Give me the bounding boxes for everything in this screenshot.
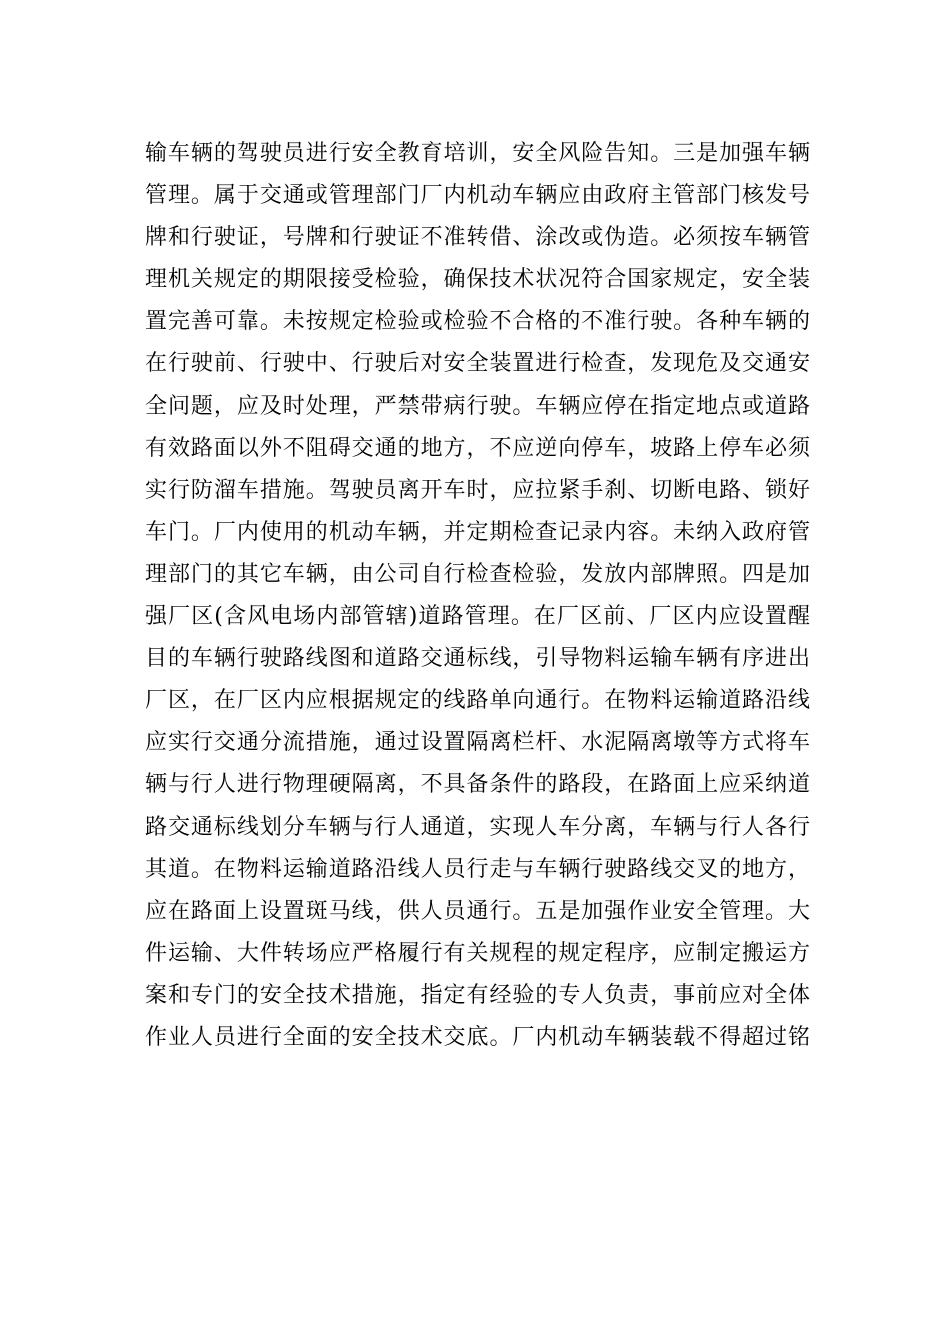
text-line: 置完善可靠。未按规定检验或检验不合格的不准行驶。各种车辆的: [145, 309, 810, 335]
text-line: 应在路面上设置斑马线，供人员通行。五是加强作业安全管理。大: [145, 898, 810, 924]
text-line: 牌和行驶证，号牌和行驶证不准转借、涂改或伪造。必须按车辆管: [145, 225, 810, 251]
text-line: 案和专门的安全技术措施，指定有经验的专人负责，事前应对全体: [145, 982, 810, 1008]
text-line: 厂区，在厂区内应根据规定的线路单向通行。在物料运输道路沿线: [145, 688, 810, 714]
text-line: 全问题，应及时处理，严禁带病行驶。车辆应停在指定地点或道路: [145, 393, 810, 419]
text-line: 件运输、大件转场应严格履行有关规程的规定程序，应制定搬运方: [145, 940, 810, 966]
text-line: 理机关规定的期限接受检验，确保技术状况符合国家规定，安全装: [145, 267, 810, 293]
text-line: 路交通标线划分车辆与行人通道，实现人车分离，车辆与行人各行: [145, 814, 810, 840]
text-line: 实行防溜车措施。驾驶员离开车时，应拉紧手刹、切断电路、锁好: [145, 477, 810, 503]
text-line: 在行驶前、行驶中、行驶后对安全装置进行检查，发现危及交通安: [145, 351, 810, 377]
text-line: 强厂区(含风电场内部管辖)道路管理。在厂区前、厂区内应设置醒: [145, 604, 810, 630]
text-line: 辆与行人进行物理硬隔离，不具备条件的路段，在路面上应采纳道: [145, 772, 810, 798]
text-line: 目的车辆行驶路线图和道路交通标线，引导物料运输车辆有序进出: [145, 646, 810, 672]
text-line: 有效路面以外不阻碍交通的地方，不应逆向停车，坡路上停车必须: [145, 435, 810, 461]
text-line: 应实行交通分流措施，通过设置隔离栏杆、水泥隔离墩等方式将车: [145, 730, 810, 756]
text-line: 管理。属于交通或管理部门厂内机动车辆应由政府主管部门核发号: [145, 183, 810, 209]
text-line: 其道。在物料运输道路沿线人员行走与车辆行驶路线交叉的地方，: [145, 856, 810, 882]
text-line: 作业人员进行全面的安全技术交底。厂内机动车辆装载不得超过铭: [145, 1024, 810, 1050]
body-text: [145, 133, 810, 1059]
text-line: 输车辆的驾驶员进行安全教育培训，安全风险告知。三是加强车辆: [145, 141, 810, 166]
text-line: 车门。厂内使用的机动车辆，并定期检查记录内容。未纳入政府管: [145, 519, 810, 545]
text-line: 理部门的其它车辆，由公司自行检查检验，发放内部牌照。四是加: [145, 561, 810, 587]
